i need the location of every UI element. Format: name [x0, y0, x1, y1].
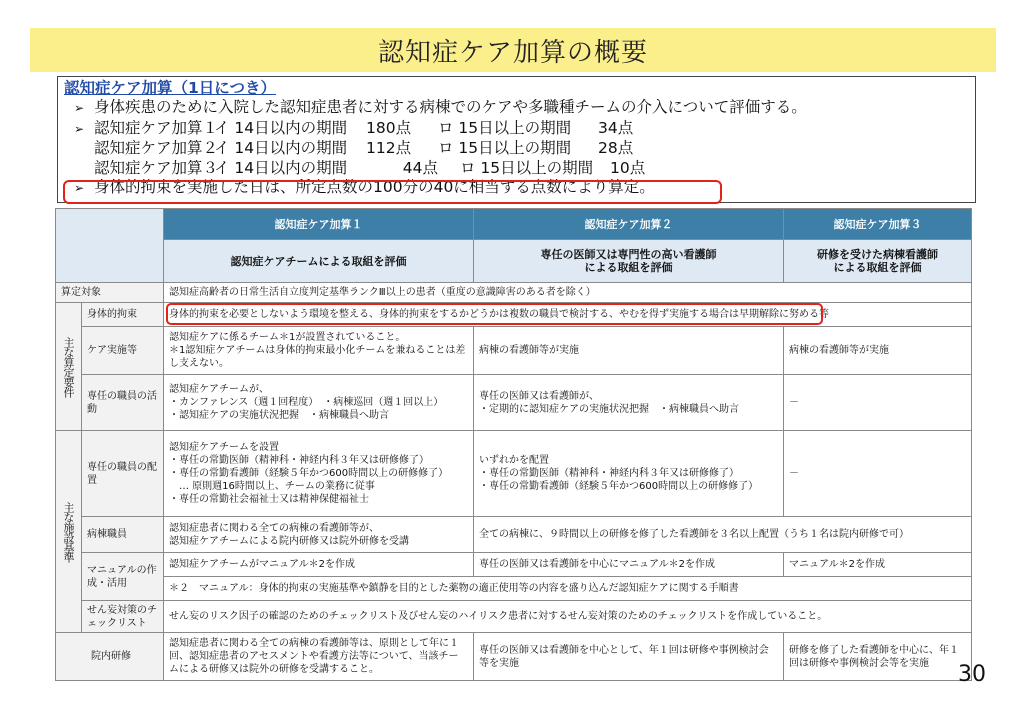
summary-bullet-1: [64, 98, 975, 119]
corner-cell: [56, 209, 164, 283]
table-cell: 認知症ケアチームがマニュアル＊2を作成: [164, 553, 474, 577]
table-cell: せん妄のリスク因子の確認のためのチェックリスト及びせん妄のハイリスク患者に対するせん妄対策のためのチェックリストを作成していること。: [164, 601, 972, 633]
table-cell: 認知症患者に関わる全ての病棟の看護師等は、原則として年に１回、認知症患者のアセスメントや看護方法等について、当該チームによる研修又は院外の研修を受講すること。: [164, 633, 474, 681]
rate-b-label: ロ 15日以上の期間: [438, 139, 572, 158]
table-subheader-row: [56, 240, 972, 283]
title-bar: [30, 28, 996, 72]
column-header: 認知症ケア加算３: [784, 209, 972, 240]
highlight-box: [166, 303, 823, 325]
table-row: [56, 375, 972, 431]
table-cell: 専任の医師又は看護師が、 ・定期的に認知症ケアの実施状況把握 ・病棟職員へ助言: [474, 375, 784, 431]
rate-a-points: 44点: [402, 158, 438, 177]
rate-b-points: 28点: [598, 139, 634, 158]
rate-b-points: 34点: [598, 118, 634, 137]
row-label: 算定対象: [56, 283, 164, 303]
column-subheader: 研修を受けた病棟看護師 による取組を評価: [784, 240, 972, 283]
rate-row-1: [64, 119, 975, 140]
row-label: 身体的拘束: [82, 303, 164, 327]
table-cell: 全ての病棟に、９時間以上の研修を修了した看護師を３名以上配置（うち１名は院内研修で可）: [474, 517, 972, 553]
bullet-text: 身体疾患のために入院した認知症患者に対する病棟でのケアや多職種チームの介入について評価する。: [94, 98, 807, 116]
rate-b-label: ロ 15日以上の期間: [460, 158, 594, 177]
column-subheader: 認知症ケアチームによる取組を評価: [164, 240, 474, 283]
rate-b-points: 10点: [610, 158, 646, 177]
table-cell: －: [784, 375, 972, 431]
table-cell: 認知症ケアチームが、 ・カンファレンス（週１回程度） ・病棟巡回（週１回以上） ・認知症ケアの実施状況把握 ・病棟職員へ助言: [164, 375, 474, 431]
row-label: 病棟職員: [82, 517, 164, 553]
table-row: [56, 633, 972, 681]
table-cell: いずれかを配置 ・専任の常勤医師（精神科・神経内科３年又は研修修了） ・専任の常勤看護師（経験５年かつ600時間以上の研修修了）: [474, 431, 784, 517]
bullet-text: 身体的拘束を実施した日は、所定点数の100分の40に相当する点数により算定。: [94, 178, 655, 197]
bullet-arrow-icon: ➢: [73, 121, 85, 136]
column-header: 認知症ケア加算２: [474, 209, 784, 240]
rate-a-points: 180点: [366, 118, 412, 137]
group-label: 主な算定要件: [56, 303, 82, 431]
table-cell: マニュアル＊2を作成: [784, 553, 972, 577]
group-label: 主な施設基準: [56, 431, 82, 633]
row-label: マニュアルの作成・活用: [82, 553, 164, 601]
rate-a-label: イ 14日以内の期間: [214, 158, 348, 177]
bullet-arrow-icon: ➢: [73, 101, 85, 115]
table-cell: 認知症患者に関わる全ての病棟の看護師等が、 認知症ケアチームによる院内研修又は院外研修を受講: [164, 517, 474, 553]
row-label: 専任の職員の活動: [82, 375, 164, 431]
table-cell: 身体的拘束を必要としないよう環境を整える、身体的拘束をするかどうかは複数の職員で検討する、やむを得ず実施する場合は早期解除に努める等: [164, 303, 972, 327]
bullet-arrow-icon: ➢: [73, 181, 85, 196]
rate-a-label: イ 14日以内の期間: [214, 118, 348, 137]
table-cell: 認知症ケアチームを設置 ・専任の常勤医師（精神科・神経内科３年又は研修修了） ・専任の常勤看護師（経験５年かつ600時間以上の研修修了） … 原則週16時間以上、チームの業務に従事 ・専任の常勤社会福祉士又は精神保健福祉士: [164, 431, 474, 517]
table-row: [56, 517, 972, 553]
table-row: [56, 327, 972, 375]
table-cell: ＊２ マニュアル：身体的拘束の実施基準や鎮静を目的とした薬物の適正使用等の内容を盛り込んだ認知症ケアに関する手順書: [164, 577, 972, 601]
table-cell: 専任の医師又は看護師を中心にマニュアル＊2を作成: [474, 553, 784, 577]
table-row: [56, 283, 972, 303]
table-cell: 専任の医師又は看護師を中心として、年１回は研修や事例検討会等を実施: [474, 633, 784, 681]
table-cell: 研修を修了した看護師を中心に、年１回は研修や事例検討会等を実施: [784, 633, 972, 681]
requirements-table: [55, 208, 972, 681]
rate-name: 認知症ケア加算３: [94, 158, 219, 177]
table-cell: 認知症ケアに係るチーム＊1が設置されていること。 ＊1認知症ケアチームは身体的拘束最小化チームを兼ねることは差し支えない。: [164, 327, 474, 375]
table-row: [56, 431, 972, 517]
row-label: せん妄対策のチェックリスト: [82, 601, 164, 633]
table-cell: 病棟の看護師等が実施: [784, 327, 972, 375]
rate-a-points: 112点: [366, 139, 412, 158]
table-cell: 認知症高齢者の日常生活自立度判定基準ランクⅢ以上の患者（重度の意識障害のある者を除く）: [164, 283, 972, 303]
row-label: 専任の職員の配置: [82, 431, 164, 517]
rate-name: 認知症ケア加算１: [94, 118, 219, 137]
row-label: 院内研修: [56, 633, 164, 681]
table-row: [56, 553, 972, 577]
rate-name: 認知症ケア加算２: [94, 139, 219, 158]
table-header-row: [56, 209, 972, 240]
rate-row-2: [64, 139, 975, 159]
rate-row-3: [64, 159, 975, 179]
rate-a-label: イ 14日以内の期間: [214, 139, 348, 158]
page-number: 30: [958, 662, 986, 687]
table-row: [56, 577, 972, 601]
summary-heading: 認知症ケア加算（1日につき）: [64, 79, 276, 97]
row-label: ケア実施等: [82, 327, 164, 375]
table-cell: 病棟の看護師等が実施: [474, 327, 784, 375]
table-cell: －: [784, 431, 972, 517]
column-subheader: 専任の医師又は専門性の高い看護師 による取組を評価: [474, 240, 784, 283]
highlight-box: [63, 180, 722, 204]
table-row: [56, 601, 972, 633]
page-title: 認知症ケア加算の概要: [377, 37, 648, 68]
rate-b-label: ロ 15日以上の期間: [438, 118, 572, 137]
column-header: 認知症ケア加算１: [164, 209, 474, 240]
